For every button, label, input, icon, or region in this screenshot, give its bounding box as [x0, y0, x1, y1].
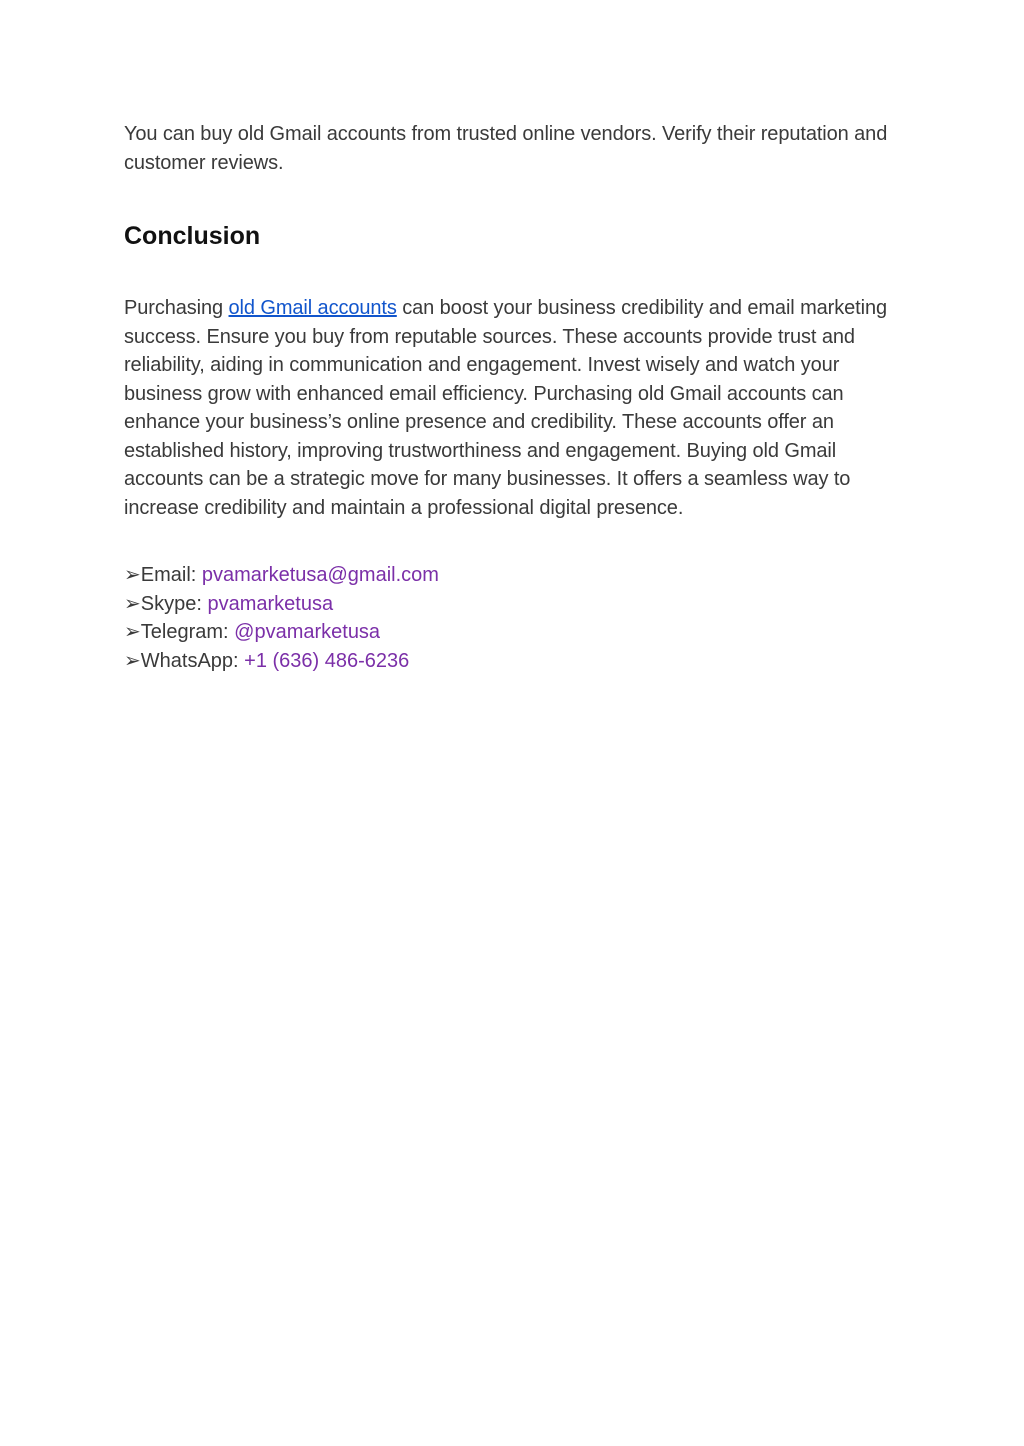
contact-skype-label: Skype: — [140, 592, 208, 615]
conclusion-text-before-link: Purchasing — [124, 297, 229, 319]
arrow-icon: ➢ — [124, 564, 141, 586]
document-page — [124, 120, 914, 672]
conclusion-paragraph — [124, 294, 914, 522]
old-gmail-accounts-link[interactable]: old Gmail accounts — [228, 297, 397, 319]
contact-skype-line — [124, 590, 914, 619]
contact-telegram-line — [124, 618, 914, 647]
conclusion-heading: Conclusion — [124, 222, 261, 250]
contact-whatsapp-value[interactable]: +1 (636) 486-6236 — [244, 649, 410, 672]
contact-whatsapp-label: WhatsApp: — [140, 649, 245, 672]
contact-telegram-value[interactable]: @pvamarketusa — [234, 621, 381, 643]
contact-list — [124, 561, 914, 675]
conclusion-text-after-link: can boost your business credibility and email marketing success. Ensure you buy from reputable sources. These accounts provide trust and reliability, aiding in communication and engagement. Invest wisely and watch your business grow with enhanced email efficiency. Purchasing old Gmail accounts can enhance your business’s online presence and credibility. These accounts offer an established history, improving trustworthiness and engagement. Buying old Gmail accounts can be a strategic move for many businesses. It offers a seamless way to increase credibility and maintain a professional digital presence. — [124, 297, 887, 519]
contact-skype-value[interactable]: pvamarketusa — [207, 592, 334, 615]
arrow-icon: ➢ — [124, 592, 141, 615]
contact-telegram-label: Telegram: — [140, 621, 235, 643]
contact-email-value[interactable]: pvamarketusa@gmail.com — [201, 564, 439, 586]
contact-email-label: Email: — [140, 564, 202, 586]
contact-whatsapp-line — [124, 647, 914, 676]
arrow-icon: ➢ — [124, 649, 141, 672]
intro-paragraph: You can buy old Gmail accounts from trusted online vendors. Verify their reputation and customer reviews. — [124, 123, 888, 174]
contact-email-line — [124, 561, 914, 590]
arrow-icon: ➢ — [124, 621, 141, 643]
